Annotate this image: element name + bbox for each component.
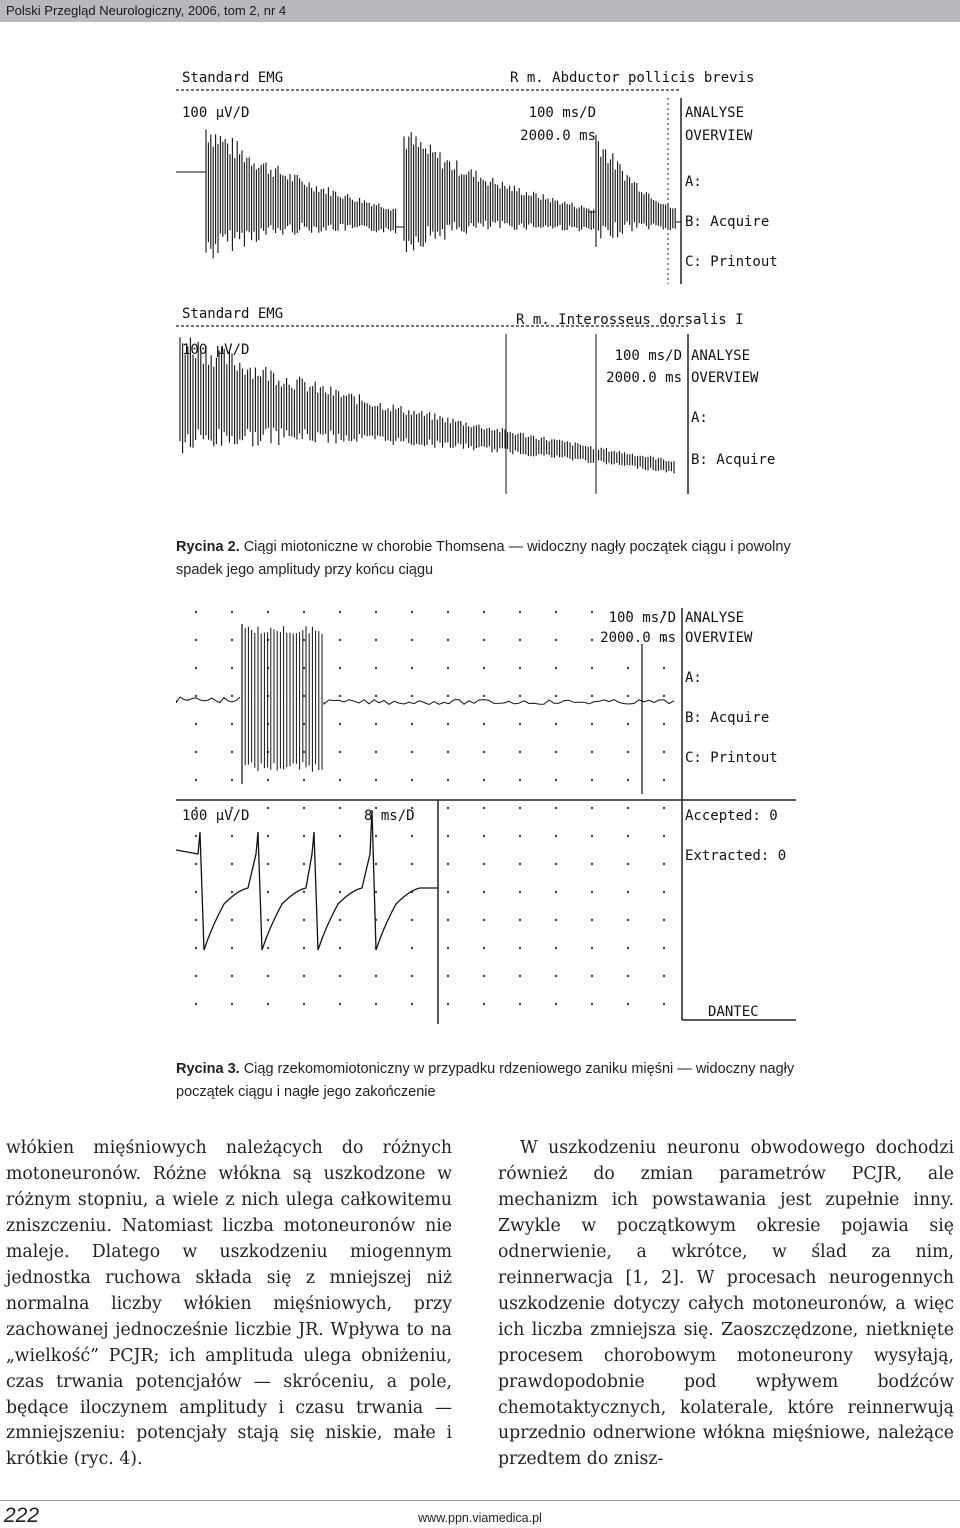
grid-dot	[483, 639, 485, 641]
grid-dot	[663, 667, 665, 669]
grid-dot	[627, 835, 629, 837]
grid-dot	[375, 639, 377, 641]
grid-dot	[591, 667, 593, 669]
grid-dot	[555, 835, 557, 837]
grid-dot	[663, 919, 665, 921]
grid-dot	[339, 947, 341, 949]
grid-dot	[375, 723, 377, 725]
grid-dot	[375, 863, 377, 865]
grid-dot	[627, 891, 629, 893]
grid-dot	[663, 695, 665, 697]
grid-dot	[447, 807, 449, 809]
grid-dot	[303, 1003, 305, 1005]
fig2a-menu-b: B: Acquire	[685, 214, 770, 230]
figure-3-caption	[176, 1058, 816, 1104]
grid-dot	[663, 1003, 665, 1005]
grid-dot	[411, 751, 413, 753]
grid-dot	[447, 639, 449, 641]
fig2b-trace-spikes	[180, 337, 674, 473]
grid-dot	[663, 751, 665, 753]
grid-dot	[447, 1003, 449, 1005]
fig3-accepted: Accepted: 0	[685, 808, 778, 824]
fig2b-left-title: Standard EMG	[182, 306, 284, 322]
fig3-duration: 2000.0 ms	[600, 630, 676, 646]
grid-dot	[483, 919, 485, 921]
grid-dot	[555, 947, 557, 949]
fig3-extracted: Extracted: 0	[685, 848, 787, 864]
body-paragraph-left: włókien mięśniowych należących do różnych motoneuronów. Różne włókna są uszkodzone w różnym stopniu, a wiele z nich ulega całkowitemu zniszczeniu. Natomiast liczba motoneuronów nie maleje. Dlatego w uszkodzeniu miogennym jednostka ruchowa składa się z mniejszej niż normalna liczby włókien mięśniowych, przy zachowanej jednocześnie liczbie JR. Wpływa to na „wielkość” PCJR; ich amplituda ulega obniżeniu, czas trwania potencjałów — skróceniu, a pole, będące iloczynem amplitudy i czasu trwania — zmniejszeniu: potencjały stają się niskie, małe i krótkie (ryc. 4).	[6, 1138, 452, 1470]
grid-dot	[663, 723, 665, 725]
fig3-lower-timebase: 8 ms/D	[364, 808, 415, 824]
figure-2	[176, 62, 798, 498]
grid-dot	[591, 863, 593, 865]
grid-dot	[555, 975, 557, 977]
grid-dot	[411, 835, 413, 837]
grid-dot	[483, 611, 485, 613]
grid-dot	[195, 667, 197, 669]
grid-dot	[231, 723, 233, 725]
grid-dot	[519, 667, 521, 669]
grid-dot	[519, 835, 521, 837]
fig3-upper-trace	[176, 624, 674, 794]
fig2a-trace-spikes	[206, 130, 675, 259]
grid-dot	[267, 807, 269, 809]
fig2b-trace-markers	[506, 334, 596, 494]
fig2b-menu-analyse: ANALYSE	[691, 348, 751, 364]
grid-dot	[483, 947, 485, 949]
grid-dot	[195, 695, 197, 697]
grid-dot	[555, 695, 557, 697]
grid-dot	[303, 779, 305, 781]
grid-dot	[195, 947, 197, 949]
grid-dot	[411, 1003, 413, 1005]
grid-dot	[627, 807, 629, 809]
fig2b-right-title: R m. Interosseus dorsalis I	[516, 312, 744, 328]
grid-dot	[483, 779, 485, 781]
figure-2-caption-text: Ciągi miotoniczne w chorobie Thomsena — widoczny nagły początek ciągu i powolny spadek jego amplitudy przy końcu ciągu	[176, 539, 791, 578]
grid-dot	[591, 611, 593, 613]
grid-dot	[195, 723, 197, 725]
grid-dot	[375, 695, 377, 697]
grid-dot	[339, 723, 341, 725]
grid-dot	[591, 975, 593, 977]
fig2a-gain: 100 µV/D	[182, 105, 250, 121]
fig3-menu-b: B: Acquire	[685, 710, 770, 726]
grid-dot	[483, 667, 485, 669]
grid-dot	[447, 611, 449, 613]
grid-dot	[627, 695, 629, 697]
grid-dot	[411, 919, 413, 921]
grid-dot	[231, 863, 233, 865]
grid-dot	[339, 667, 341, 669]
fig3-lower-trace	[176, 810, 438, 950]
journal-title: Polski Przegląd Neurologiczny, 2006, tom 2, nr 4	[6, 3, 287, 18]
fig3-brand: DANTEC	[708, 1004, 759, 1020]
grid-dot	[267, 919, 269, 921]
grid-dot	[339, 891, 341, 893]
grid-dot	[339, 611, 341, 613]
grid-dot	[231, 835, 233, 837]
grid-dot	[375, 667, 377, 669]
grid-dot	[375, 779, 377, 781]
grid-dot	[339, 975, 341, 977]
grid-dot	[483, 891, 485, 893]
grid-dot	[447, 947, 449, 949]
grid-dot	[519, 1003, 521, 1005]
grid-dot	[267, 863, 269, 865]
grid-dot	[519, 947, 521, 949]
grid-dot	[339, 807, 341, 809]
grid-dot	[591, 807, 593, 809]
grid-dot	[339, 835, 341, 837]
grid-dot	[447, 919, 449, 921]
grid-dot	[447, 975, 449, 977]
grid-dot	[591, 779, 593, 781]
grid-dot	[411, 695, 413, 697]
grid-dot	[483, 695, 485, 697]
grid-dot	[231, 919, 233, 921]
grid-dot	[195, 1003, 197, 1005]
grid-dot	[195, 975, 197, 977]
fig2b-menu-a: A:	[691, 410, 708, 426]
grid-dot	[519, 919, 521, 921]
grid-dot	[447, 751, 449, 753]
fig2a-right-title: R m. Abductor pollicis brevis	[510, 70, 755, 86]
fig2a-menu-overview: OVERVIEW	[685, 128, 753, 144]
grid-dot	[555, 723, 557, 725]
grid-dot	[627, 919, 629, 921]
fig2a-menu-a: A:	[685, 174, 702, 190]
fig2a-duration: 2000.0 ms	[520, 128, 596, 144]
grid-dot	[375, 611, 377, 613]
grid-dot	[483, 1003, 485, 1005]
grid-dot	[231, 779, 233, 781]
grid-dot	[195, 835, 197, 837]
grid-dot	[231, 639, 233, 641]
grid-dot	[411, 863, 413, 865]
grid-dot	[303, 891, 305, 893]
grid-dot	[195, 891, 197, 893]
fig2b-trace	[180, 334, 674, 494]
grid-dot	[303, 807, 305, 809]
grid-dot	[483, 835, 485, 837]
grid-dot	[267, 947, 269, 949]
grid-dot	[519, 807, 521, 809]
figure-3-caption-text: Ciąg rzekomomiotoniczny w przypadku rdzeniowego zaniku mięśni — widoczny nagły początek ciągu i nagłe jego zakończenie	[176, 1061, 795, 1100]
grid-dot	[447, 779, 449, 781]
grid-dot	[411, 611, 413, 613]
journal-url: www.ppn.viamedica.pl	[418, 1511, 542, 1525]
grid-dot	[627, 751, 629, 753]
grid-dot	[375, 891, 377, 893]
grid-dot	[555, 807, 557, 809]
grid-dot	[339, 639, 341, 641]
grid-dot	[555, 667, 557, 669]
grid-dot	[555, 891, 557, 893]
grid-dot	[339, 751, 341, 753]
grid-dot	[483, 975, 485, 977]
grid-dot	[627, 667, 629, 669]
fig3-lower-trace-line	[176, 810, 438, 950]
grid-dot	[519, 975, 521, 977]
fig2b-gain: 100 µV/D	[182, 342, 250, 358]
grid-dot	[555, 1003, 557, 1005]
grid-dot	[483, 863, 485, 865]
grid-dot	[375, 975, 377, 977]
grid-dot	[303, 863, 305, 865]
grid-dot	[555, 863, 557, 865]
grid-dot	[519, 723, 521, 725]
grid-dot	[555, 639, 557, 641]
fig2a-menu-c: C: Printout	[685, 254, 778, 270]
grid-dot	[591, 723, 593, 725]
fig3-upper-trace-line	[176, 626, 674, 772]
grid-dot	[411, 947, 413, 949]
grid-dot	[339, 1003, 341, 1005]
grid-dot	[663, 947, 665, 949]
figure-2-caption	[176, 536, 816, 582]
footer-rule	[0, 1500, 960, 1501]
grid-dot	[375, 751, 377, 753]
grid-dot	[267, 975, 269, 977]
journal-header	[0, 0, 960, 22]
grid-dot	[663, 807, 665, 809]
grid-dot	[555, 611, 557, 613]
grid-dot	[231, 667, 233, 669]
grid-dot	[339, 779, 341, 781]
grid-dot	[411, 779, 413, 781]
figure-3	[176, 604, 798, 1024]
grid-dot	[591, 639, 593, 641]
grid-dot	[303, 947, 305, 949]
grid-dot	[483, 723, 485, 725]
grid-dot	[519, 779, 521, 781]
grid-dot	[231, 751, 233, 753]
fig2b-menu-overview: OVERVIEW	[691, 370, 759, 386]
fig3-upper-markers	[242, 624, 642, 794]
grid-dot	[627, 863, 629, 865]
fig2b-timebase: 100 ms/D	[614, 348, 682, 364]
fig2a-trace	[176, 130, 681, 259]
grid-dot	[483, 807, 485, 809]
grid-dot	[591, 919, 593, 921]
grid-dot	[303, 975, 305, 977]
grid-dot	[591, 751, 593, 753]
fig3-gain: 100 µV/D	[182, 808, 250, 824]
grid-dot	[663, 835, 665, 837]
grid-dot	[231, 975, 233, 977]
grid-dot	[663, 975, 665, 977]
grid-dot	[267, 1003, 269, 1005]
fig2a-menu-analyse: ANALYSE	[685, 105, 745, 121]
grid-dot	[663, 779, 665, 781]
grid-dot	[411, 639, 413, 641]
grid-dot	[231, 1003, 233, 1005]
grid-dot	[411, 667, 413, 669]
grid-dot	[267, 891, 269, 893]
grid-dot	[663, 891, 665, 893]
fig3-menu-a: A:	[685, 670, 702, 686]
grid-dot	[627, 779, 629, 781]
body-paragraph-right: W uszkodzeniu neuronu obwodowego dochodzi również do zmian parametrów PCJR, ale mechanizm ich powstawania jest zupełnie inny. Zwykle w początkowym okresie pojawia się odnerwienie, a wkrótce, w ślad za nim, reinnerwacja [1, 2]. W procesach neurogennych uszkodzenie dotyczy całych motoneuronów, a więc ich liczba zmniejsza się. Zaoszczędzone, nietknięte procesem chorobowym motoneurony wysyłają, prawdopodobnie pod wpływem bodźców chemotaktycznych, kolaterale, które reinnerwują uprzednio odnerwione włókna mięśniowe, należące przedtem do znisz-	[498, 1138, 954, 1470]
page-number: 222	[4, 1504, 40, 1527]
grid-dot	[411, 975, 413, 977]
grid-dot	[303, 835, 305, 837]
fig3-dot-grid	[195, 611, 665, 1005]
grid-dot	[195, 611, 197, 613]
grid-dot	[447, 835, 449, 837]
grid-dot	[555, 919, 557, 921]
grid-dot	[231, 611, 233, 613]
grid-dot	[267, 611, 269, 613]
grid-dot	[411, 723, 413, 725]
figure-3-caption-label: Rycina 3.	[176, 1061, 240, 1077]
grid-dot	[339, 863, 341, 865]
grid-dot	[375, 835, 377, 837]
grid-dot	[555, 751, 557, 753]
grid-dot	[519, 611, 521, 613]
grid-dot	[555, 779, 557, 781]
grid-dot	[519, 891, 521, 893]
grid-dot	[231, 947, 233, 949]
grid-dot	[519, 695, 521, 697]
grid-dot	[267, 835, 269, 837]
grid-dot	[231, 891, 233, 893]
body-column-left	[6, 1136, 452, 1473]
grid-dot	[195, 639, 197, 641]
fig2a-timebase: 100 ms/D	[528, 105, 596, 121]
figure-2-caption-label: Rycina 2.	[176, 539, 240, 555]
grid-dot	[627, 1003, 629, 1005]
figure-3-emg-image	[176, 604, 798, 1024]
grid-dot	[591, 835, 593, 837]
grid-dot	[591, 891, 593, 893]
fig2a-left-title: Standard EMG	[182, 70, 284, 86]
grid-dot	[447, 891, 449, 893]
grid-dot	[447, 723, 449, 725]
grid-dot	[375, 1003, 377, 1005]
grid-dot	[519, 751, 521, 753]
grid-dot	[303, 919, 305, 921]
grid-dot	[627, 947, 629, 949]
grid-dot	[627, 975, 629, 977]
grid-dot	[339, 695, 341, 697]
grid-dot	[339, 919, 341, 921]
grid-dot	[303, 611, 305, 613]
grid-dot	[627, 723, 629, 725]
grid-dot	[591, 695, 593, 697]
body-column-right	[498, 1136, 954, 1473]
grid-dot	[231, 695, 233, 697]
grid-dot	[267, 779, 269, 781]
grid-dot	[447, 863, 449, 865]
grid-dot	[591, 947, 593, 949]
fig2b-duration: 2000.0 ms	[606, 370, 682, 386]
grid-dot	[195, 779, 197, 781]
fig3-menu-analyse: ANALYSE	[685, 610, 745, 626]
grid-dot	[519, 639, 521, 641]
grid-dot	[195, 919, 197, 921]
grid-dot	[447, 695, 449, 697]
fig3-timebase: 100 ms/D	[608, 610, 676, 626]
grid-dot	[483, 751, 485, 753]
fig3-menu-overview: OVERVIEW	[685, 630, 753, 646]
grid-dot	[519, 863, 521, 865]
grid-dot	[195, 863, 197, 865]
grid-dot	[195, 751, 197, 753]
grid-dot	[663, 863, 665, 865]
grid-dot	[591, 1003, 593, 1005]
fig3-menu-c: C: Printout	[685, 750, 778, 766]
fig2b-menu-b: B: Acquire	[691, 452, 776, 468]
figure-2-emg-image	[176, 62, 798, 498]
grid-dot	[447, 667, 449, 669]
